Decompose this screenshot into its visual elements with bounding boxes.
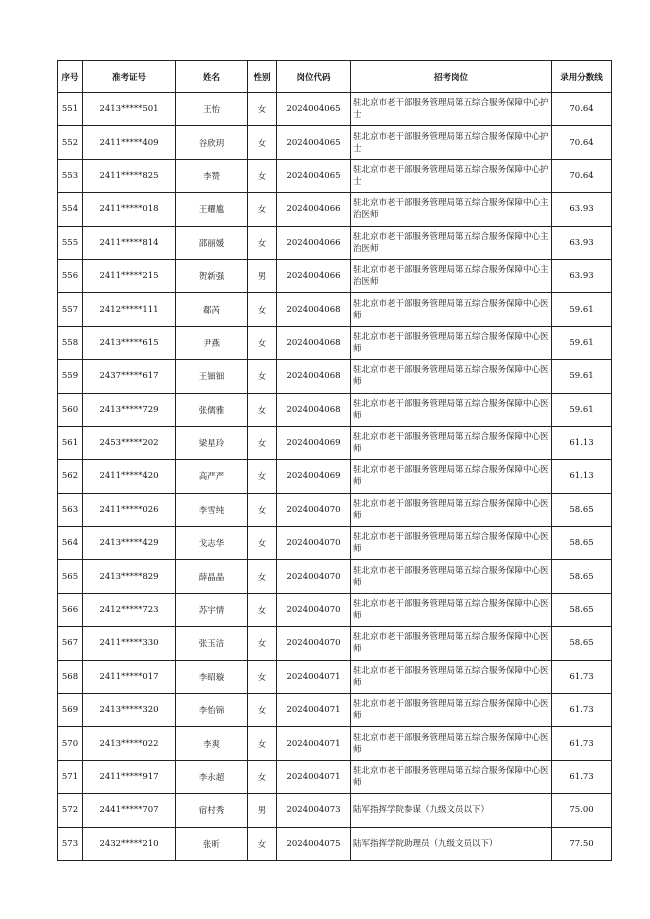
score-line-cell: 59.61 xyxy=(552,293,612,326)
post-code-cell: 2024004068 xyxy=(277,360,351,393)
name-cell: 李永超 xyxy=(176,760,248,793)
serial-number-cell: 559 xyxy=(58,360,83,393)
score-line-cell: 61.73 xyxy=(552,694,612,727)
gender-cell: 女 xyxy=(248,460,277,493)
serial-number-cell: 567 xyxy=(58,627,83,660)
score-line-cell: 61.73 xyxy=(552,727,612,760)
ticket-number-cell: 2413*****429 xyxy=(83,527,176,560)
serial-number-cell: 552 xyxy=(58,126,83,159)
gender-cell: 女 xyxy=(248,627,277,660)
name-cell: 贺新强 xyxy=(176,259,248,292)
gender-cell: 女 xyxy=(248,393,277,426)
score-line-cell: 77.50 xyxy=(552,827,612,860)
post-code-cell: 2024004071 xyxy=(277,760,351,793)
gender-cell: 女 xyxy=(248,193,277,226)
post-cell: 驻北京市老干部服务管理局第五综合服务保障中心医师 xyxy=(351,660,552,693)
ticket-number-cell: 2411*****825 xyxy=(83,159,176,192)
ticket-number-cell: 2413*****320 xyxy=(83,694,176,727)
name-cell: 王耀尴 xyxy=(176,193,248,226)
name-cell: 薛晶晶 xyxy=(176,560,248,593)
serial-number-cell: 557 xyxy=(58,293,83,326)
serial-number-cell: 553 xyxy=(58,159,83,192)
serial-number-cell: 562 xyxy=(58,460,83,493)
name-cell: 高严严 xyxy=(176,460,248,493)
table-row xyxy=(58,694,612,727)
table-row xyxy=(58,493,612,526)
serial-number-cell: 566 xyxy=(58,593,83,626)
table-row xyxy=(58,93,612,126)
name-cell: 张儒雅 xyxy=(176,393,248,426)
serial-number-cell: 573 xyxy=(58,827,83,860)
post-code-cell: 2024004071 xyxy=(277,660,351,693)
score-line-cell: 61.13 xyxy=(552,460,612,493)
ticket-number-cell: 2412*****111 xyxy=(83,293,176,326)
name-cell: 苏宇情 xyxy=(176,593,248,626)
gender-cell: 女 xyxy=(248,593,277,626)
score-line-cell: 70.64 xyxy=(552,93,612,126)
name-cell: 邵丽媛 xyxy=(176,226,248,259)
post-code-cell: 2024004068 xyxy=(277,293,351,326)
score-line-cell: 63.93 xyxy=(552,193,612,226)
serial-number-cell: 556 xyxy=(58,259,83,292)
name-cell: 李昭璇 xyxy=(176,660,248,693)
post-cell: 驻北京市老干部服务管理局第五综合服务保障中心主治医师 xyxy=(351,226,552,259)
table-row xyxy=(58,126,612,159)
serial-number-cell: 558 xyxy=(58,326,83,359)
post-cell: 驻北京市老干部服务管理局第五综合服务保障中心医师 xyxy=(351,760,552,793)
table-row xyxy=(58,360,612,393)
ticket-number-cell: 2411*****215 xyxy=(83,259,176,292)
name-cell: 张玉洁 xyxy=(176,627,248,660)
table-row xyxy=(58,426,612,459)
header-score-line: 录用分数线 xyxy=(552,61,612,93)
serial-number-cell: 570 xyxy=(58,727,83,760)
post-code-cell: 2024004065 xyxy=(277,93,351,126)
table-header-row xyxy=(58,61,612,93)
gender-cell: 女 xyxy=(248,493,277,526)
ticket-number-cell: 2441*****707 xyxy=(83,794,176,827)
name-cell: 戈志华 xyxy=(176,527,248,560)
gender-cell: 男 xyxy=(248,259,277,292)
gender-cell: 女 xyxy=(248,159,277,192)
ticket-number-cell: 2413*****729 xyxy=(83,393,176,426)
serial-number-cell: 563 xyxy=(58,493,83,526)
score-line-cell: 63.93 xyxy=(552,226,612,259)
post-cell: 驻北京市老干部服务管理局第五综合服务保障中心医师 xyxy=(351,293,552,326)
gender-cell: 女 xyxy=(248,293,277,326)
score-line-cell: 70.64 xyxy=(552,126,612,159)
score-line-cell: 75.00 xyxy=(552,794,612,827)
name-cell: 郗芮 xyxy=(176,293,248,326)
post-code-cell: 2024004071 xyxy=(277,727,351,760)
table-row xyxy=(58,627,612,660)
ticket-number-cell: 2437*****617 xyxy=(83,360,176,393)
post-cell: 驻北京市老干部服务管理局第五综合服务保障中心医师 xyxy=(351,460,552,493)
table-row xyxy=(58,293,612,326)
serial-number-cell: 568 xyxy=(58,660,83,693)
gender-cell: 女 xyxy=(248,560,277,593)
header-post: 招考岗位 xyxy=(351,61,552,93)
table-row xyxy=(58,159,612,192)
post-cell: 驻北京市老干部服务管理局第五综合服务保障中心医师 xyxy=(351,393,552,426)
gender-cell: 女 xyxy=(248,660,277,693)
post-code-cell: 2024004066 xyxy=(277,259,351,292)
post-code-cell: 2024004075 xyxy=(277,827,351,860)
serial-number-cell: 560 xyxy=(58,393,83,426)
ticket-number-cell: 2411*****420 xyxy=(83,460,176,493)
post-cell: 驻北京市老干部服务管理局第五综合服务保障中心医师 xyxy=(351,627,552,660)
serial-number-cell: 572 xyxy=(58,794,83,827)
score-line-cell: 61.73 xyxy=(552,660,612,693)
header-serial-number: 序号 xyxy=(58,61,83,93)
post-code-cell: 2024004070 xyxy=(277,593,351,626)
name-cell: 尹燕 xyxy=(176,326,248,359)
post-cell: 驻北京市老干部服务管理局第五综合服务保障中心护士 xyxy=(351,159,552,192)
post-code-cell: 2024004069 xyxy=(277,426,351,459)
ticket-number-cell: 2411*****017 xyxy=(83,660,176,693)
post-code-cell: 2024004070 xyxy=(277,627,351,660)
ticket-number-cell: 2413*****501 xyxy=(83,93,176,126)
gender-cell: 女 xyxy=(248,760,277,793)
post-cell: 驻北京市老干部服务管理局第五综合服务保障中心医师 xyxy=(351,426,552,459)
score-line-cell: 70.64 xyxy=(552,159,612,192)
name-cell: 谷欣玥 xyxy=(176,126,248,159)
serial-number-cell: 564 xyxy=(58,527,83,560)
gender-cell: 女 xyxy=(248,527,277,560)
post-code-cell: 2024004066 xyxy=(277,193,351,226)
name-cell: 李爽 xyxy=(176,727,248,760)
ticket-number-cell: 2411*****026 xyxy=(83,493,176,526)
post-cell: 驻北京市老干部服务管理局第五综合服务保障中心医师 xyxy=(351,326,552,359)
gender-cell: 女 xyxy=(248,727,277,760)
ticket-number-cell: 2411*****330 xyxy=(83,627,176,660)
table-row xyxy=(58,460,612,493)
post-code-cell: 2024004070 xyxy=(277,527,351,560)
post-code-cell: 2024004073 xyxy=(277,794,351,827)
score-line-cell: 58.65 xyxy=(552,560,612,593)
score-line-cell: 58.65 xyxy=(552,493,612,526)
gender-cell: 女 xyxy=(248,827,277,860)
name-cell: 王怡 xyxy=(176,93,248,126)
post-cell: 驻北京市老干部服务管理局第五综合服务保障中心护士 xyxy=(351,93,552,126)
table-row xyxy=(58,827,612,860)
table-row xyxy=(58,527,612,560)
post-cell: 驻北京市老干部服务管理局第五综合服务保障中心医师 xyxy=(351,593,552,626)
table-row xyxy=(58,760,612,793)
score-line-cell: 59.61 xyxy=(552,393,612,426)
name-cell: 李赞 xyxy=(176,159,248,192)
post-code-cell: 2024004071 xyxy=(277,694,351,727)
ticket-number-cell: 2432*****210 xyxy=(83,827,176,860)
serial-number-cell: 555 xyxy=(58,226,83,259)
score-line-cell: 58.65 xyxy=(552,527,612,560)
gender-cell: 女 xyxy=(248,126,277,159)
admission-score-table xyxy=(57,60,612,861)
post-cell: 驻北京市老干部服务管理局第五综合服务保障中心医师 xyxy=(351,727,552,760)
serial-number-cell: 571 xyxy=(58,760,83,793)
gender-cell: 女 xyxy=(248,360,277,393)
post-cell: 驻北京市老干部服务管理局第五综合服务保障中心医师 xyxy=(351,360,552,393)
name-cell: 宿村秀 xyxy=(176,794,248,827)
table-row xyxy=(58,593,612,626)
serial-number-cell: 565 xyxy=(58,560,83,593)
post-code-cell: 2024004066 xyxy=(277,226,351,259)
score-line-cell: 58.65 xyxy=(552,627,612,660)
header-gender: 性别 xyxy=(248,61,277,93)
name-cell: 李怡锦 xyxy=(176,694,248,727)
header-ticket-number: 准考证号 xyxy=(83,61,176,93)
gender-cell: 女 xyxy=(248,326,277,359)
post-code-cell: 2024004069 xyxy=(277,460,351,493)
table-row xyxy=(58,660,612,693)
name-cell: 王钿钿 xyxy=(176,360,248,393)
score-line-cell: 59.61 xyxy=(552,360,612,393)
table-row xyxy=(58,326,612,359)
gender-cell: 女 xyxy=(248,226,277,259)
post-cell: 陆军指挥学院助理员（九级文员以下） xyxy=(351,827,552,860)
post-cell: 驻北京市老干部服务管理局第五综合服务保障中心主治医师 xyxy=(351,193,552,226)
table-row xyxy=(58,393,612,426)
post-code-cell: 2024004065 xyxy=(277,159,351,192)
name-cell: 李雪纯 xyxy=(176,493,248,526)
table-row xyxy=(58,226,612,259)
score-line-cell: 59.61 xyxy=(552,326,612,359)
post-code-cell: 2024004070 xyxy=(277,560,351,593)
ticket-number-cell: 2413*****022 xyxy=(83,727,176,760)
table-row xyxy=(58,193,612,226)
table-row xyxy=(58,794,612,827)
ticket-number-cell: 2411*****814 xyxy=(83,226,176,259)
score-line-cell: 63.93 xyxy=(552,259,612,292)
name-cell: 梁星玲 xyxy=(176,426,248,459)
score-line-cell: 61.73 xyxy=(552,760,612,793)
name-cell: 张昕 xyxy=(176,827,248,860)
gender-cell: 女 xyxy=(248,694,277,727)
ticket-number-cell: 2413*****615 xyxy=(83,326,176,359)
post-cell: 驻北京市老干部服务管理局第五综合服务保障中心医师 xyxy=(351,560,552,593)
score-line-cell: 61.13 xyxy=(552,426,612,459)
post-cell: 驻北京市老干部服务管理局第五综合服务保障中心医师 xyxy=(351,493,552,526)
post-cell: 驻北京市老干部服务管理局第五综合服务保障中心医师 xyxy=(351,694,552,727)
serial-number-cell: 554 xyxy=(58,193,83,226)
serial-number-cell: 551 xyxy=(58,93,83,126)
post-code-cell: 2024004068 xyxy=(277,326,351,359)
header-name: 姓名 xyxy=(176,61,248,93)
table-row xyxy=(58,727,612,760)
post-code-cell: 2024004065 xyxy=(277,126,351,159)
ticket-number-cell: 2411*****917 xyxy=(83,760,176,793)
table-row xyxy=(58,259,612,292)
post-code-cell: 2024004070 xyxy=(277,493,351,526)
ticket-number-cell: 2411*****409 xyxy=(83,126,176,159)
serial-number-cell: 569 xyxy=(58,694,83,727)
ticket-number-cell: 2413*****829 xyxy=(83,560,176,593)
table-row xyxy=(58,560,612,593)
ticket-number-cell: 2411*****018 xyxy=(83,193,176,226)
gender-cell: 女 xyxy=(248,426,277,459)
gender-cell: 男 xyxy=(248,794,277,827)
post-code-cell: 2024004068 xyxy=(277,393,351,426)
header-post-code: 岗位代码 xyxy=(277,61,351,93)
ticket-number-cell: 2412*****723 xyxy=(83,593,176,626)
post-cell: 陆军指挥学院参谋（九级文员以下） xyxy=(351,794,552,827)
post-cell: 驻北京市老干部服务管理局第五综合服务保障中心主治医师 xyxy=(351,259,552,292)
post-cell: 驻北京市老干部服务管理局第五综合服务保障中心护士 xyxy=(351,126,552,159)
gender-cell: 女 xyxy=(248,93,277,126)
ticket-number-cell: 2453*****202 xyxy=(83,426,176,459)
serial-number-cell: 561 xyxy=(58,426,83,459)
score-line-cell: 58.65 xyxy=(552,593,612,626)
post-cell: 驻北京市老干部服务管理局第五综合服务保障中心医师 xyxy=(351,527,552,560)
